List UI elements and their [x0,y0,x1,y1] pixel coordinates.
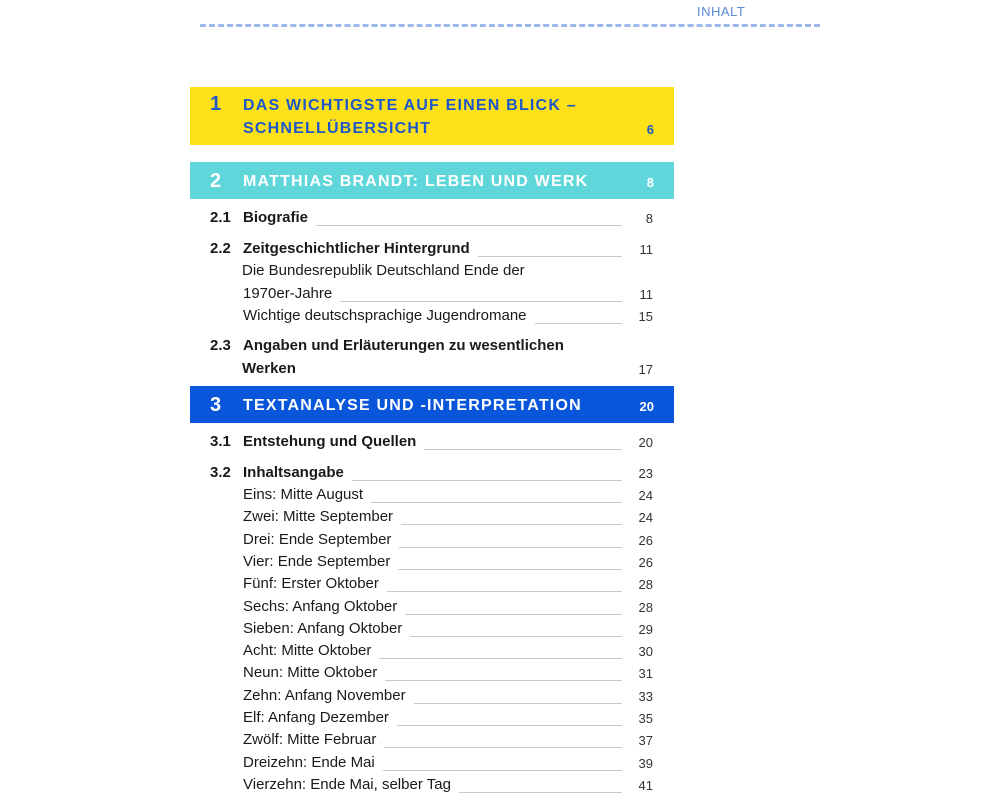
toc-subentry-bundesrepublik-line1[interactable] [190,262,674,284]
toc-subentry[interactable] [190,754,674,776]
toc-subentry[interactable] [190,731,674,753]
subsection-title: Zehn: Anfang November [243,687,414,704]
page-number: 31 [638,666,653,682]
chapter-page-number: 20 [639,399,654,414]
page-number: 41 [638,777,653,793]
toc-entry-2-1[interactable] [190,209,674,231]
section-number: 3.1 [210,433,231,450]
subsection-title: Sieben: Anfang Oktober [243,620,410,637]
section-title: Zeitgeschichtlicher Hintergrund [243,240,478,257]
section-number: 2.2 [210,240,231,257]
subsection-title: Wichtige deutschsprachige Jugendromane [243,307,535,324]
page-number: 17 [638,362,653,377]
chapter-1-heading[interactable] [190,87,674,145]
page-number: 33 [638,688,653,704]
section-number: 3.2 [210,464,231,481]
subsection-title: Zwei: Mitte September [243,508,401,525]
subsection-title: Dreizehn: Ende Mai [243,754,383,771]
subsection-title: Vier: Ende September [243,553,398,570]
subsection-title: Acht: Mitte Oktober [243,642,379,659]
chapter-3-heading[interactable] [190,386,674,423]
chapter-page-number: 8 [646,175,654,190]
page-number: 24 [638,510,653,526]
section-number: 2.1 [210,209,231,226]
toc-entry-3-1[interactable] [190,433,674,455]
toc-subentry[interactable] [190,531,674,553]
chapter-number: 2 [210,170,223,192]
page-number: 26 [638,554,653,570]
running-header-label: INHALT [697,4,746,19]
toc-subentry[interactable] [190,486,674,508]
subsection-title: Zwölf: Mitte Februar [243,731,384,748]
chapter-page-number: 6 [646,122,654,137]
toc-subentry-bundesrepublik[interactable] [190,285,674,307]
subsection-title: Fünf: Erster Oktober [243,575,387,592]
page-number: 15 [638,309,653,324]
toc-subentry[interactable] [190,598,674,620]
toc-entry-2-2[interactable] [190,240,674,262]
section-title: Entstehung und Quellen [243,433,424,450]
toc-subentry[interactable] [190,709,674,731]
section-title: Biografie [243,209,316,226]
toc-subentry[interactable] [190,553,674,575]
toc-subentry[interactable] [190,575,674,597]
page-number: 8 [645,211,653,226]
toc-subentry[interactable] [190,776,674,798]
subsection-title: Drei: Ende September [243,531,399,548]
page-number: 39 [638,755,653,771]
subsection-title-line1: Die Bundesrepublik Deutschland Ende der [242,262,525,279]
subsection-title: Eins: Mitte August [243,486,371,503]
page-number: 20 [638,435,653,450]
subsection-title-line2: 1970er-Jahre [243,285,340,302]
page-number: 28 [638,599,653,615]
subsection-title: Neun: Mitte Oktober [243,664,385,681]
toc-subentry[interactable] [190,664,674,686]
section-number: 2.3 [210,337,231,354]
toc-subentry[interactable] [190,642,674,664]
toc-subentry[interactable] [190,687,674,709]
page-number: 11 [639,242,653,257]
header-dashed-rule [200,24,820,27]
page-number: 30 [638,644,653,660]
section-title-line2: Werken [242,360,304,377]
section-title: Inhaltsangabe [243,464,352,481]
toc-entry-3-2[interactable] [190,464,674,486]
toc-entry-2-3-line1[interactable] [190,337,674,359]
page-number: 24 [638,488,653,503]
page-number: 23 [638,466,653,481]
chapter-number: 1 [210,93,223,115]
toc-subentry[interactable] [190,620,674,642]
subsection-title: Vierzehn: Ende Mai, selber Tag [243,776,459,793]
chapter-title: TEXTANALYSE UND -INTERPRETATION [243,397,582,414]
toc-entry-2-3[interactable] [190,360,674,382]
page-number: 35 [638,711,653,726]
page-number: 37 [638,733,653,749]
page-number: 29 [638,621,653,637]
subsection-title: Elf: Anfang Dezember [243,709,397,726]
chapter-title: MATTHIAS BRANDT: LEBEN UND WERK [243,173,589,190]
page-number: 11 [639,287,653,302]
page-number: 28 [638,577,653,593]
page-number: 26 [638,532,653,548]
subsection-title: Sechs: Anfang Oktober [243,598,405,615]
toc-subentry[interactable] [190,508,674,530]
chapter-number: 3 [210,394,223,416]
chapter-title: DAS WICHTIGSTE AUF EINEN BLICK – SCHNELLÜBERSICHT [243,97,577,137]
chapter-2-heading[interactable] [190,162,674,199]
section-title-line1: Angaben und Erläuterungen zu wesentlichen [243,337,564,354]
toc-subentry-jugendromane[interactable] [190,307,674,329]
